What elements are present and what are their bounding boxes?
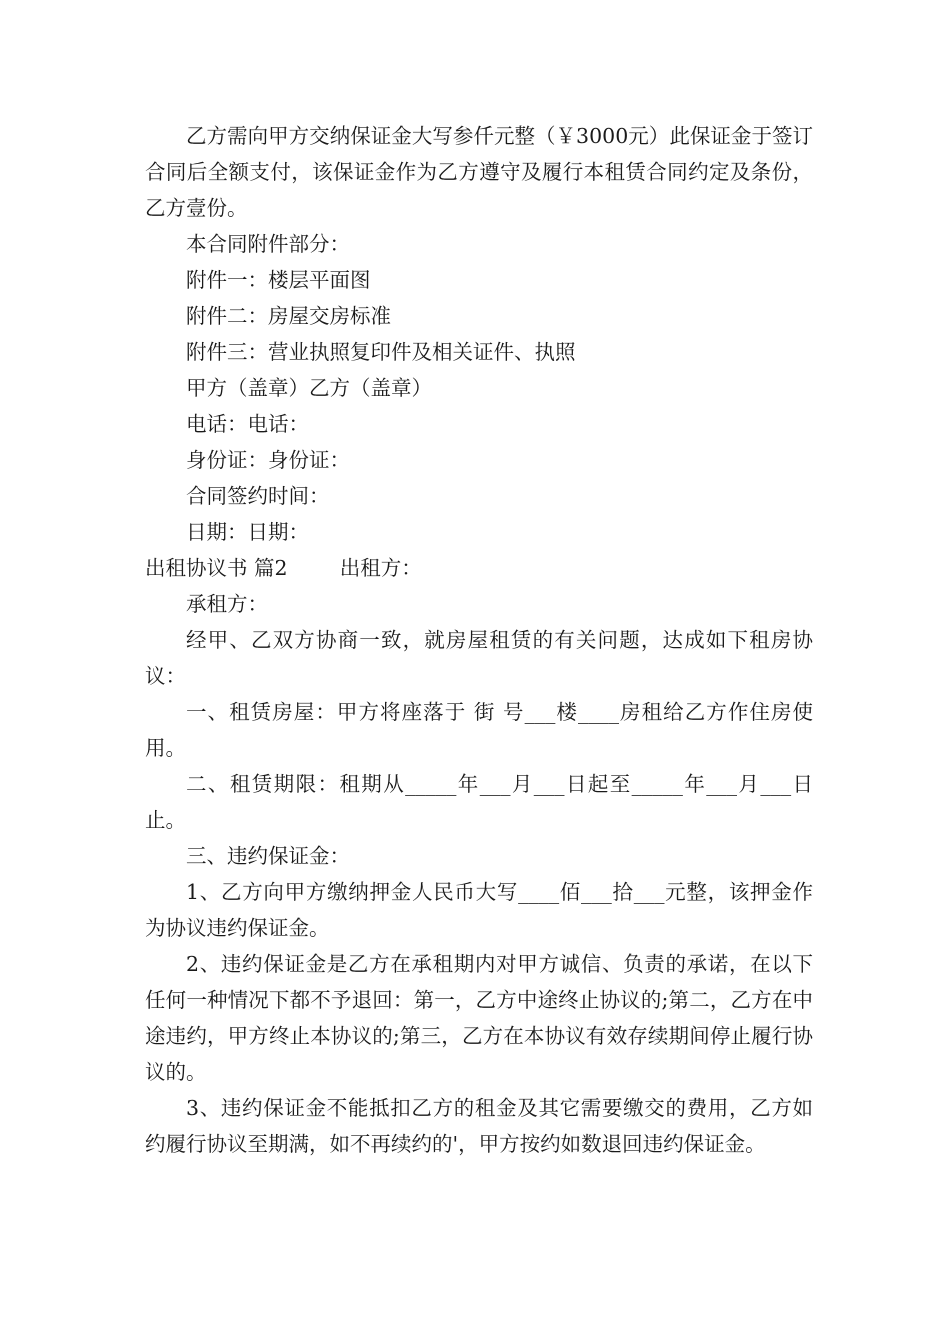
- section-heading-agreement-2: 出租协议书 篇2 出租方：: [145, 556, 422, 580]
- paragraph-agreement-intro: 经甲、乙双方协商一致，就房屋租赁的有关问题，达成如下租房协议：: [145, 628, 813, 688]
- paragraph-clause-2-term: 二、租赁期限：租期从_____年___月___日起至_____年___月___日止。: [145, 772, 813, 832]
- paragraph-clause-3-2: 2、违约保证金是乙方在承租期内对甲方诚信、负责的承诺，在以下任何一种情况下都不予退回：第一，乙方中途终止协议的;第二，乙方在中途违约，甲方终止本协议的;第三，乙方在本协议有效存续期间停止履行协议的。: [145, 952, 813, 1084]
- paragraph-attachments-heading: 本合同附件部分：: [186, 232, 350, 256]
- paragraph-lessee: 承租方：: [186, 592, 268, 616]
- paragraph-deposit-terms: 乙方需向甲方交纳保证金大写参仟元整（￥3000元）此保证金于签订合同后全额支付，该保证金作为乙方遵守及履行本租赁合同约定及条份，乙方壹份。: [145, 124, 813, 220]
- paragraph-clause-3-1: 1、乙方向甲方缴纳押金人民币大写____佰___拾___元整，该押金作为协议违约保证金。: [145, 880, 813, 940]
- paragraph-clause-3-3: 3、违约保证金不能抵扣乙方的租金及其它需要缴交的费用，乙方如约履行协议至期满，如不再续约的'，甲方按约如数退回违约保证金。: [145, 1096, 813, 1156]
- paragraph-phone-line: 电话：电话：: [186, 412, 309, 436]
- paragraph-attachment-2: 附件二：房屋交房标准: [186, 304, 391, 328]
- paragraph-clause-1-premises: 一、租赁房屋：甲方将座落于 街 号___楼____房租给乙方作住房使用。: [145, 700, 813, 760]
- paragraph-seal-line: 甲方（盖章）乙方（盖章）: [186, 376, 432, 400]
- document-page: [145, 118, 813, 1162]
- paragraph-signing-time: 合同签约时间：: [186, 484, 330, 508]
- paragraph-id-line: 身份证：身份证：: [186, 448, 350, 472]
- paragraph-clause-3-heading: 三、违约保证金：: [186, 844, 350, 868]
- paragraph-date-line: 日期：日期：: [186, 520, 309, 544]
- paragraph-attachment-3: 附件三：营业执照复印件及相关证件、执照: [186, 340, 576, 364]
- paragraph-attachment-1: 附件一：楼层平面图: [186, 268, 371, 292]
